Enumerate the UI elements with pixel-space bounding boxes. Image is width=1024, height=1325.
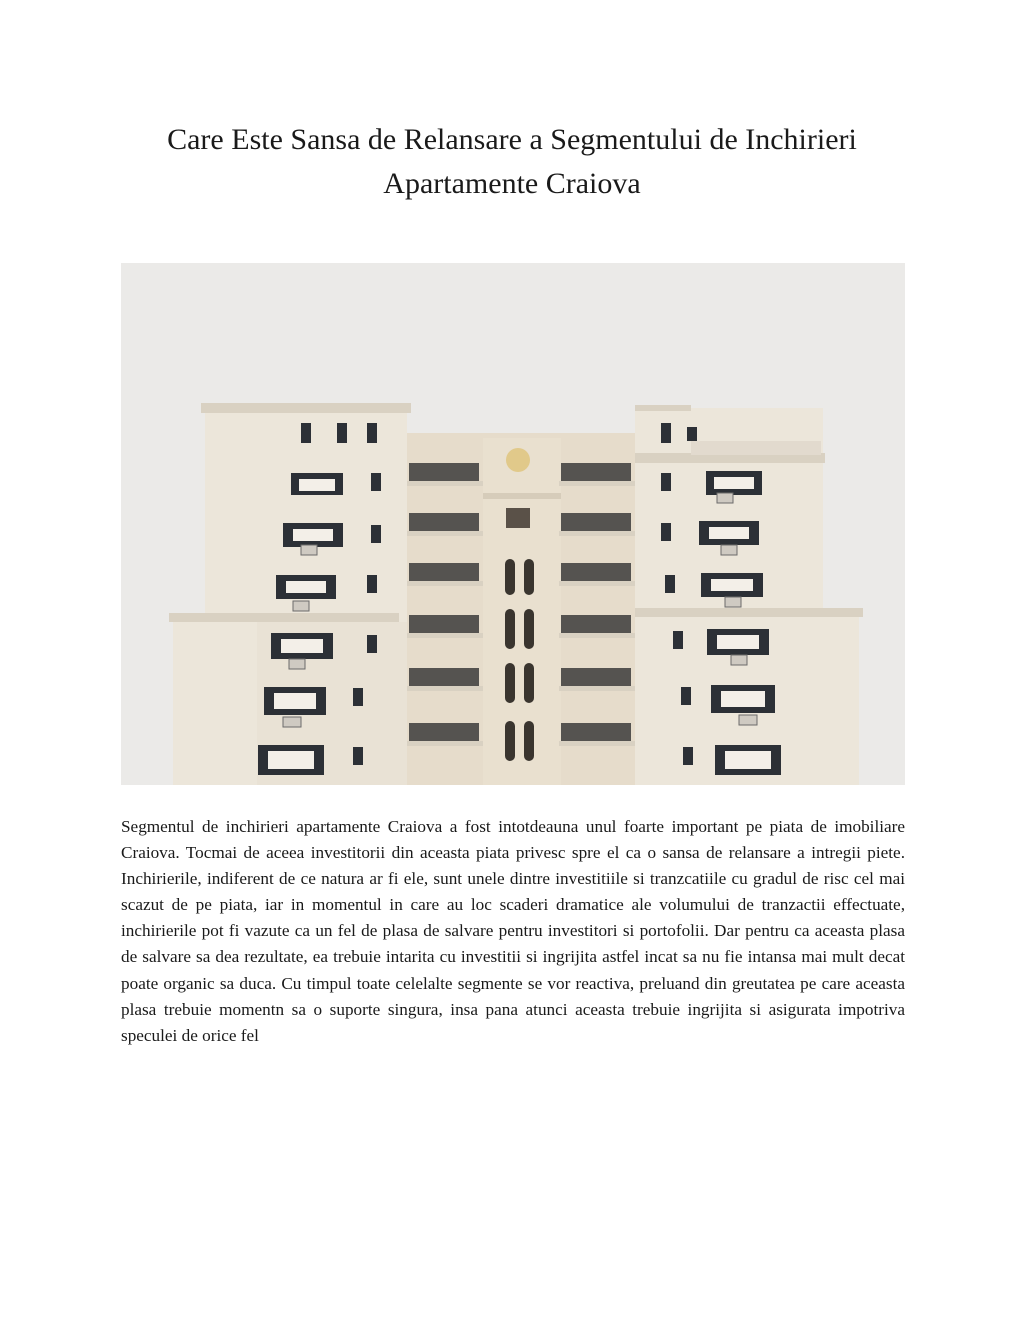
- page-title: [100, 118, 924, 206]
- apartment-building-photo: [121, 263, 905, 785]
- title-line-2: Apartamente Craiova: [383, 167, 641, 200]
- article-paragraph: Segmentul de inchirieri apartamente Craiova a fost intotdeauna unul foarte important pe piata de imobiliare Craiova. Tocmai de aceea investitorii din aceasta piata privesc spre el ca o sansa de relansare a intregii piete. Inchirierile, indiferent de ce natura ar fi ele, sunt unele dintre investitiile si tranzcatiile cu gradul de risc cel mai scazut de pe piata, iar in momentul in care au loc scaderi dramatice ale volumului de tranzactii effectuate, inchirierile pot fi vazute ca un fel de plasa de salvare pentru investitori si portofolii. Dar pentru ca aceasta plasa de salvare sa dea rezultate, ea trebuie intarita cu investitii si ingrijita astfel incat sa nu fie intansa mai mult decat poate organic sa duca. Cu timpul toate celelalte segmente se vor reactiva, preluand din greutatea pe care aceasta plasa trebuie momentn sa o suporte singura, insa pana atunci aceasta trebuie ingrijita si asigurata impotriva speculei de orice fel: [121, 817, 905, 1045]
- apartment-building-illustration: [121, 263, 905, 785]
- title-line-1: Care Este Sansa de Relansare a Segmentului de Inchirieri: [167, 123, 857, 156]
